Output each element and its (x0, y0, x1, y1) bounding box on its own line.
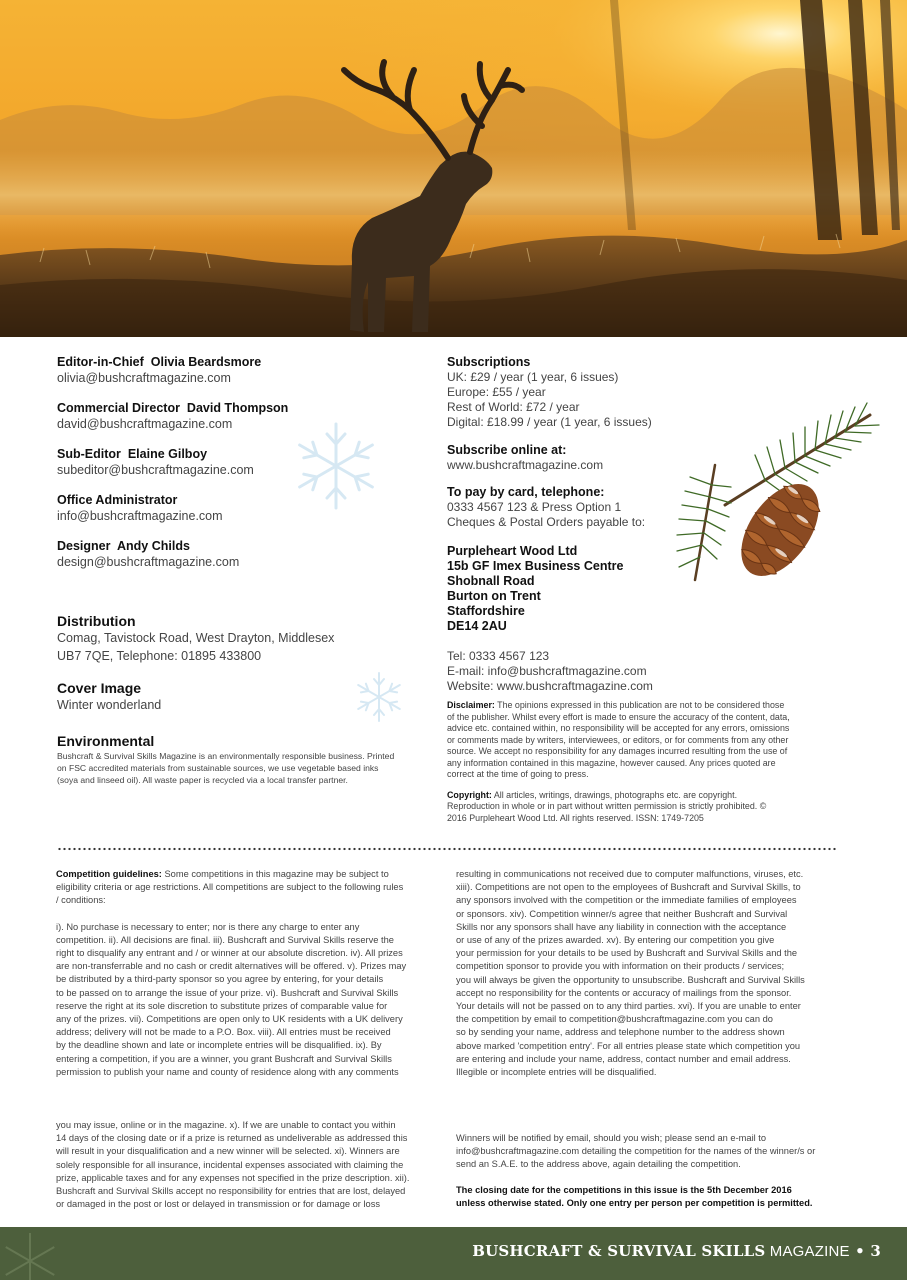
competition-winners-note: Winners will be notified by email, should you wish; please send an e-mail to info@bushcraftmagazine.com detailing the competition for the names of the winner/s or send an S.A.E. to the address above, again detailing the competition. The closing date for the competitions in this issue is the 5th December 2016 unless otherwise stated. Only one entry per person per competition is permitted. (456, 1132, 846, 1210)
distribution-line: Comag, Tavistock Road, West Drayton, Middlesex (57, 631, 335, 645)
staff-role-line: Sub-Editor Elaine Gilboy (57, 447, 208, 461)
distribution-line: UB7 7QE, Telephone: 01895 433800 (57, 648, 262, 663)
copyright-text: Copyright: All articles, writings, drawings, photographs etc. are copyright. Reproduction in whole or in part without written permission is strictly prohibited. © 2016 Purpleheart Wood Ltd. All rights reserved. ISSN: 1749-7205 (447, 789, 767, 823)
competition-label: Competition guidelines: (56, 869, 162, 879)
snowflake-icon (290, 420, 382, 512)
subscriptions-heading: Subscriptions (447, 355, 531, 369)
staff-entry (57, 538, 437, 571)
subscription-rate: Rest of World: £72 / year (447, 400, 580, 414)
footer-brand: BUSHCRAFT & SURVIVAL SKILLS (472, 1242, 766, 1260)
pay-by-card-line: 0333 4567 123 & Press Option 1 (447, 500, 622, 514)
environmental-section (57, 732, 437, 787)
page-number: 3 (870, 1242, 881, 1260)
contact-tel: Tel: 0333 4567 123 (447, 649, 550, 663)
closing-date-line: The closing date for the competitions in this issue is the 5th December 2016 (456, 1184, 792, 1195)
address-line: Burton on Trent (447, 589, 541, 603)
contact-website[interactable]: Website: www.bushcraftmagazine.com (447, 679, 653, 693)
staff-role-line: Designer Andy Childs (57, 539, 190, 553)
competition-guidelines-right: resulting in communications not received due to computer malfunctions, viruses, etc. xiii). Competitions are not open to the employees of Bushcraft and Survival Skills, to any sponsors involved with the competition or the immediate families of employees or sponsors. xiv). Competition winner/s agree that neither Bushcraft and Survival Skills nor any sponsors shall have any liability in connection with the acceptance or use of any of the prizes awarded. xv). By entering our competition you give your permission for your details to be used by Bushcraft and Survival Skills and the competition sponsor to provide you with information on their products / services; you will always be given the opportunity to unsubscribe. Bushcraft and Survival Skills accept no responsibility for the contents or accuracy of mailings from the sponsor. Your details will not be passed on to any third parties. xvi). If you are unable to enter the competition by email to competition@bushcraftmagazine.com you can do so by sending your name, address and telephone number to the address shown above marked 'competition entry'. For all entries please state which competition you are entering and include your name, address, contact number and email address. Illegible or incomplete entries will be disqualified. (456, 869, 805, 1078)
competition-guidelines-left-continued: you may issue, online or in the magazine. x). If we are unable to contact you within 14 days of the closing date or if a prize is returned as undeliverable as addressed this will result in your disqualification and a new winner will be selected. xi). Winners are solely responsible for all insurance, incidental expenses associated with claiming the prize, applicable taxes and for any expenses not specified in the prize description. xii). Bushcraft and Survival Skills accept no responsibility for entries that are lost, delayed or damaged in the post or lost or delayed in transmission or for damage or loss (56, 1120, 410, 1210)
staff-email[interactable]: design@bushcraftmagazine.com (57, 555, 240, 569)
dotted-divider (57, 847, 838, 851)
staff-role-line: Editor-in-Chief Olivia Beardsmore (57, 355, 262, 369)
stag-sunrise-illustration (0, 0, 907, 337)
pay-by-card-line: Cheques & Postal Orders payable to: (447, 515, 646, 529)
disclaimer-text: Disclaimer: The opinions expressed in this publication are not to be considered those of the publisher. Whilst every effort is made to ensure the accuracy of the content, data, advice etc. contained within, no responsibility will be accepted for any errors, omissions or comments made by writers, interviewees, or editors, or for comments from any other source. We accept no responsibility for any damages incurred resulting from the use of any information contained in this magazine, however caused. Any prices quoted are correct at the time of going to press. (447, 700, 790, 779)
cover-image-heading: Cover Image (57, 680, 142, 696)
address-line: DE14 2AU (447, 619, 507, 633)
disclaimer-label: Disclaimer: (447, 700, 495, 710)
address-line: Staffordshire (447, 604, 525, 618)
subscription-rate: Europe: £55 / year (447, 385, 546, 399)
footer-bar (0, 1227, 907, 1280)
contact-details (447, 649, 827, 694)
staff-email[interactable]: olivia@bushcraftmagazine.com (57, 371, 231, 385)
distribution-section (57, 612, 437, 665)
address-line: Shobnall Road (447, 574, 535, 588)
competition-guidelines-left: Competition guidelines: Some competitions in this magazine may be subject to eligibility criteria or age restrictions. All competitions are subject to the following rules / conditions: i). No purchase is necessary to enter; nor is there any charge to enter any competition. ii). All decisions are final. iii). Bushcraft and Survival Skills reserve the right to disqualify any entrant and / or winner at our absolute discretion. iv). All prizes are non-transferrable and no cash or credit alternatives will be offered. v). Prizes may be distributed by a third-party sponsor so you agree by entering, for your details to be passed on to arrange the issue of your prize. vi). Bushcraft and Survival Skills reserve the right at its sole discretion to substitute prizes of comparable value for any of the prizes. vii). Competitions are open only to UK residents with a UK delivery address; delivery will not be made to a P.O. Box. viii). All entries must be received by the deadline shown and late or incomplete entries will be disqualified. ix). By entering a competition, if you are a winner, you grant Bushcraft and Survival Skills permission to publish your name and county of residence along with any comments (56, 869, 407, 1077)
staff-email[interactable]: info@bushcraftmagazine.com (57, 509, 223, 523)
staff-role-line: Commercial Director David Thompson (57, 401, 289, 415)
subscribe-online-url[interactable]: www.bushcraftmagazine.com (447, 458, 604, 472)
closing-date-line: unless otherwise stated. Only one entry per person per competition is permitted. (456, 1197, 813, 1208)
staff-entry (57, 354, 437, 387)
environmental-line: on FSC accredited materials from sustainable sources, we use vegetable based inks (57, 762, 379, 773)
staff-email[interactable]: subeditor@bushcraftmagazine.com (57, 463, 254, 477)
subscribe-online-heading: Subscribe online at: (447, 443, 567, 457)
address-line: 15b GF Imex Business Centre (447, 559, 624, 573)
hero-image-stag (0, 0, 907, 337)
pinecone-illustration (655, 395, 885, 595)
environmental-line: (soya and linseed oil). All waste paper is recycled via a local transfer partner. (57, 774, 348, 785)
subscription-rate: UK: £29 / year (1 year, 6 issues) (447, 370, 619, 384)
contact-email[interactable]: E-mail: info@bushcraftmagazine.com (447, 664, 647, 678)
running-footer (472, 1242, 881, 1260)
environmental-heading: Environmental (57, 732, 155, 749)
subscription-rate: Digital: £18.99 / year (1 year, 6 issues) (447, 415, 652, 429)
snowflake-icon (0, 1227, 70, 1280)
snowflake-icon (352, 670, 406, 724)
copyright-label: Copyright: (447, 789, 492, 800)
distribution-heading: Distribution (57, 613, 136, 629)
staff-email[interactable]: david@bushcraftmagazine.com (57, 417, 233, 431)
footer-separator: • (849, 1242, 871, 1260)
environmental-line: Bushcraft & Survival Skills Magazine is an environmentally responsible business. Printed (57, 750, 395, 761)
footer-magazine: MAGAZINE (765, 1243, 850, 1260)
pinecone-icon (726, 470, 835, 590)
cover-image-text: Winter wonderland (57, 698, 162, 712)
staff-role-line: Office Administrator (57, 493, 178, 507)
pay-by-card-heading: To pay by card, telephone: (447, 485, 605, 499)
address-line: Purpleheart Wood Ltd (447, 544, 578, 558)
